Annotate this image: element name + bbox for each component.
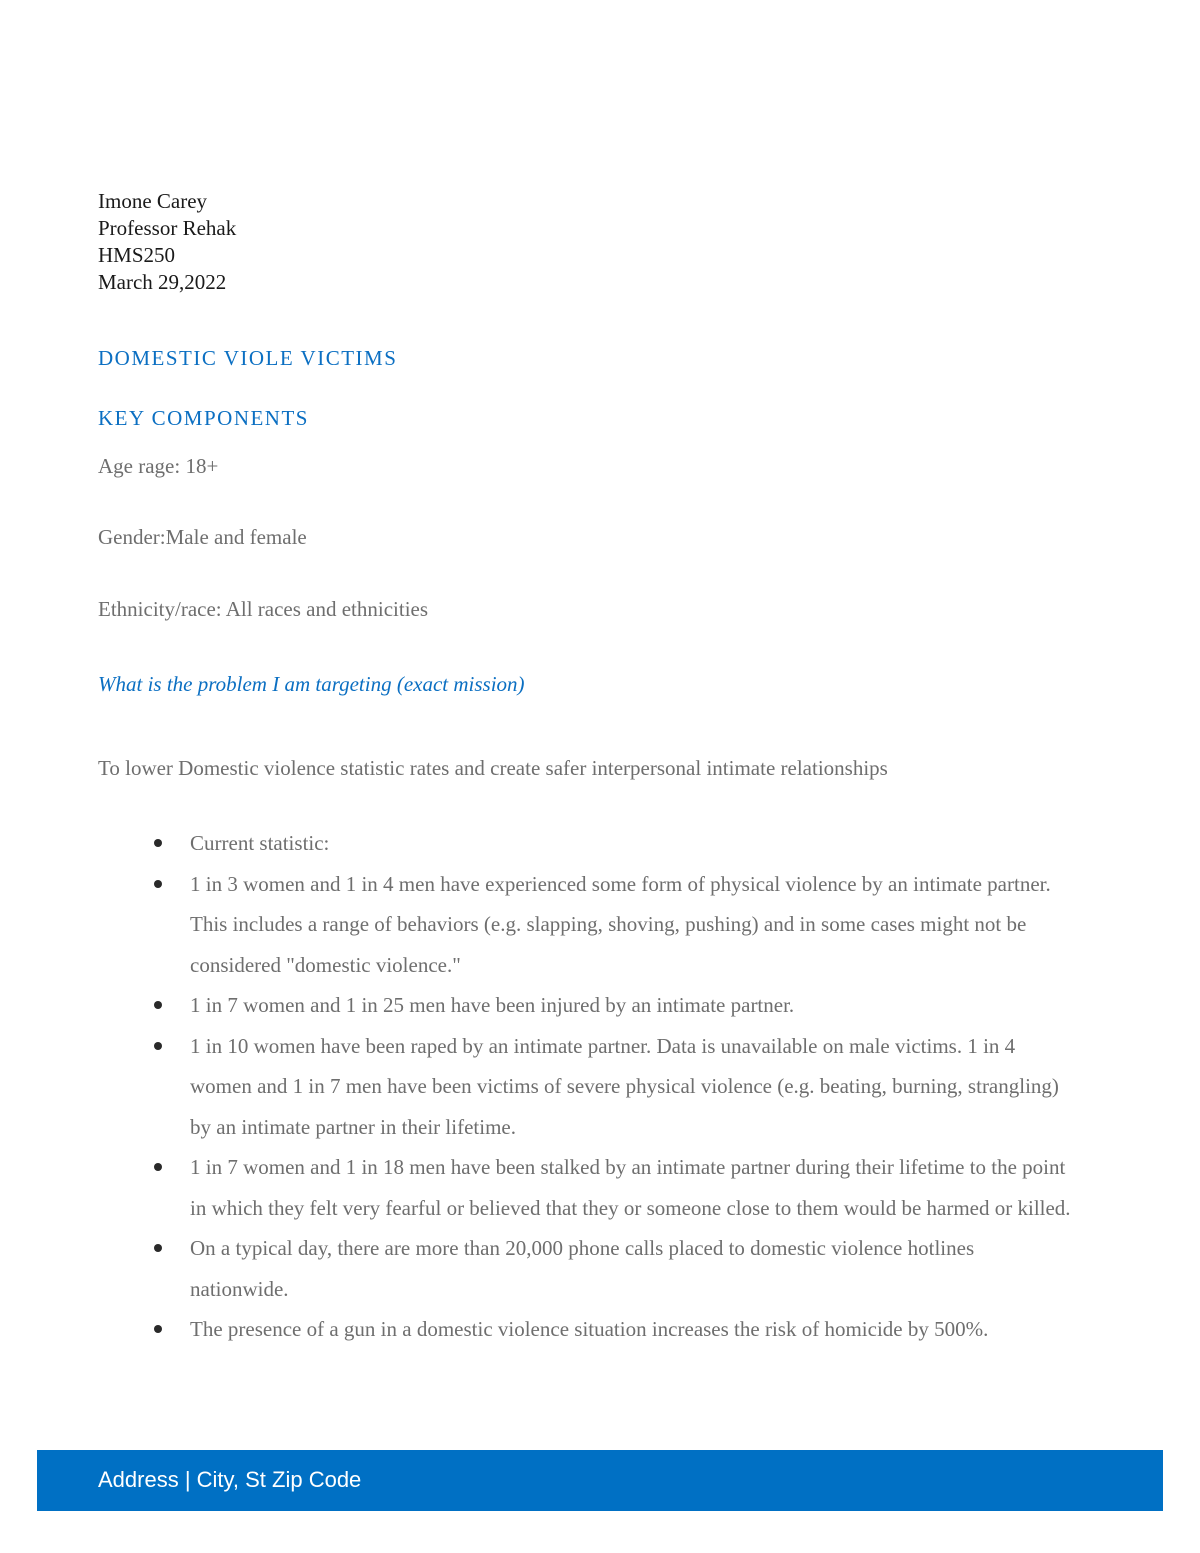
footer-address: Address | City, St Zip Code	[98, 1467, 362, 1492]
gender-text: Gender:Male and female	[98, 525, 307, 549]
document-title: DOMESTIC VIOLE VICTIMS	[98, 346, 398, 370]
bullet-icon	[154, 839, 162, 847]
footer-bar	[37, 1450, 1163, 1511]
author-name: Imone Carey	[98, 189, 208, 213]
list-item	[152, 823, 1072, 864]
problem-heading: What is the problem I am targeting (exact mission)	[98, 672, 525, 696]
age-range-text: Age rage: 18+	[98, 454, 219, 478]
list-item-text: 1 in 3 women and 1 in 4 men have experienced some form of physical violence by an intimate partner. This includes a range of behaviors (e.g. slapping, shoving, pushing) and in some cases might not be considered "domestic violence."	[190, 871, 1051, 977]
bullet-icon	[154, 1163, 162, 1171]
list-item	[152, 1147, 1072, 1228]
professor-name: Professor Rehak	[98, 216, 237, 240]
bullet-icon	[154, 1244, 162, 1252]
ethnicity-text: Ethnicity/race: All races and ethnicities	[98, 597, 429, 621]
list-item-text: On a typical day, there are more than 20,000 phone calls placed to domestic violence hotlines nationwide.	[190, 1236, 975, 1301]
author-header-block	[98, 188, 236, 296]
list-item	[152, 1309, 1072, 1350]
statistics-list	[152, 823, 1072, 1350]
mission-statement: To lower Domestic violence statistic rates and create safer interpersonal intimate relationships	[98, 756, 888, 780]
list-item	[152, 1228, 1072, 1309]
list-item	[152, 864, 1072, 986]
list-item	[152, 1026, 1072, 1148]
document-date: March 29,2022	[98, 270, 227, 294]
list-item-text: Current statistic:	[190, 831, 330, 855]
list-item-text: 1 in 10 women have been raped by an intimate partner. Data is unavailable on male victims. 1 in 4 women and 1 in 7 men have been victims of severe physical violence (e.g. beating, burning, strangling) by an intimate partner in their lifetime.	[190, 1033, 1059, 1139]
list-item-text: The presence of a gun in a domestic violence situation increases the risk of homicide by 500%.	[190, 1317, 989, 1341]
bullet-icon	[154, 1001, 162, 1009]
bullet-icon	[154, 1325, 162, 1333]
bullet-icon	[154, 1042, 162, 1050]
course-code: HMS250	[98, 243, 176, 267]
list-item-text: 1 in 7 women and 1 in 18 men have been stalked by an intimate partner during their lifetime to the point in which they felt very fearful or believed that they or someone close to them would be harmed or killed.	[190, 1155, 1071, 1220]
list-item	[152, 985, 1072, 1026]
key-components-heading: KEY COMPONENTS	[98, 406, 309, 430]
list-item-text: 1 in 7 women and 1 in 25 men have been injured by an intimate partner.	[190, 993, 795, 1017]
bullet-icon	[154, 880, 162, 888]
